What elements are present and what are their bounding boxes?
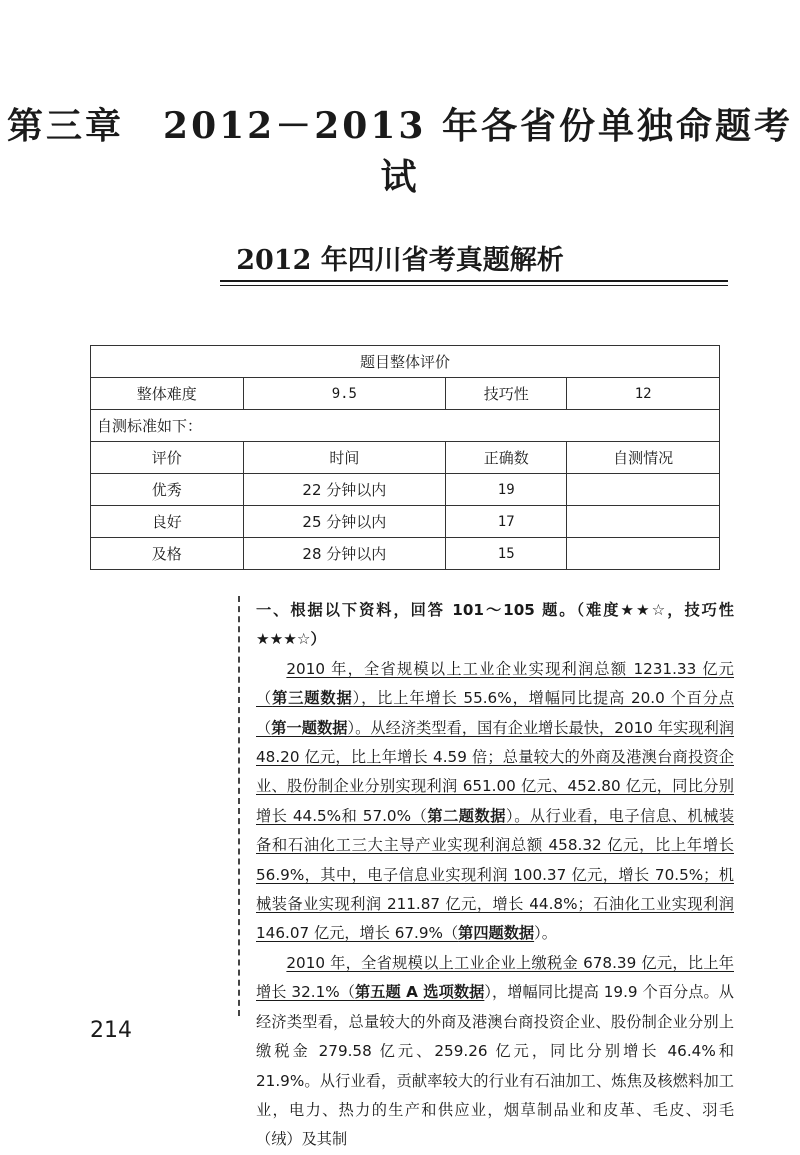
evaluation-table bbox=[90, 345, 720, 570]
data-tag: 第三题数据 bbox=[272, 689, 353, 708]
chapter-title: 第三章 2012－2013 年各省份单独命题考试 bbox=[7, 105, 793, 198]
margin-decoration-line bbox=[238, 596, 246, 1016]
skill-label: 技巧性 bbox=[446, 378, 567, 410]
correct-cell: 17 bbox=[446, 506, 567, 538]
data-tag: 第五题 A 选项数据 bbox=[355, 983, 485, 1002]
data-tag: 第一题数据 bbox=[271, 718, 348, 737]
passage-text: 2010 年，全省规模以上工业企业实现利润总额 1231.33 亿元（ bbox=[256, 659, 734, 708]
section-rule-thin bbox=[220, 285, 728, 286]
self-check-cell bbox=[567, 474, 720, 506]
column-header: 自测情况 bbox=[567, 442, 720, 474]
data-tag: 第二题数据 bbox=[427, 806, 507, 825]
table-caption: 题目整体评价 bbox=[91, 346, 720, 378]
table-row bbox=[91, 506, 720, 538]
table-row bbox=[91, 474, 720, 506]
passage-text: ）。从经济类型看，国有企业增长最快，2010 年实现利润 48.20 亿元，比上年增长 4.59 倍；总量较大的外商及港澳台商投资企业、股份制企业分别实现利润 651.00 亿元、452.80 亿元，同比分别增长 44.5%和 57.0%（ bbox=[256, 718, 735, 825]
self-check-cell bbox=[567, 506, 720, 538]
passage-paragraph-2 bbox=[256, 949, 734, 1155]
difficulty-row bbox=[91, 378, 720, 410]
section-rule-thick bbox=[220, 280, 728, 282]
passage-text: ），增幅同比提高 19.9 个百分点。从经济类型看，总量较大的外商及港澳台商投资企业、股份制企业分别上缴税金 279.58 亿元、259.26 亿元，同比分别增长 46.4%和 21.9%。从行业看，贡献率较大的行业有石油加工、炼焦及核燃料加工业，电力、热力的生产和供应业，烟草制品业和皮革、毛皮、羽毛（绒）及其制 bbox=[256, 983, 734, 1149]
grade-cell: 及格 bbox=[91, 538, 244, 570]
self-check-cell bbox=[567, 538, 720, 570]
column-header: 评价 bbox=[91, 442, 244, 474]
column-header: 时间 bbox=[243, 442, 445, 474]
table-row bbox=[91, 538, 720, 570]
question-heading: 一、根据以下资料，回答 101～105 题。（难度★★☆，技巧性★★★☆） bbox=[256, 601, 734, 649]
passage-text: 2010 年，全省规模以上工业企业上缴税金 678.39 亿元，比上年增长 32.1%（ bbox=[256, 953, 734, 1002]
time-cell: 28 分钟以内 bbox=[243, 538, 445, 570]
table-caption-row bbox=[91, 346, 720, 378]
table-header-row bbox=[91, 442, 720, 474]
difficulty-value: 9.5 bbox=[243, 378, 445, 410]
reading-passage bbox=[256, 596, 734, 1155]
passage-paragraph-1 bbox=[256, 655, 734, 949]
column-header: 正确数 bbox=[446, 442, 567, 474]
passage-text: ）。 bbox=[534, 924, 557, 943]
section-title: 2012 年四川省考真题解析 bbox=[236, 245, 564, 276]
difficulty-label: 整体难度 bbox=[91, 378, 244, 410]
correct-cell: 19 bbox=[446, 474, 567, 506]
standard-note-row bbox=[91, 410, 720, 442]
data-tag: 第四题数据 bbox=[458, 924, 535, 943]
correct-cell: 15 bbox=[446, 538, 567, 570]
grade-cell: 优秀 bbox=[91, 474, 244, 506]
page-number: 214 bbox=[90, 1018, 132, 1043]
grade-cell: 良好 bbox=[91, 506, 244, 538]
skill-value: 12 bbox=[567, 378, 720, 410]
time-cell: 22 分钟以内 bbox=[243, 474, 445, 506]
passage-text: ）。从行业看，电子信息、机械装备和石油化工三大主导产业实现利润总额 458.32 亿元，比上年增长 56.9%，其中，电子信息业实现利润 100.37 亿元，增长 70.5%；机械装备业实现利润 211.87 亿元，增长 44.8%；石油化工业实现利润 146.07 亿元，增长 67.9%（ bbox=[256, 806, 735, 943]
passage-text: ），比上年增长 55.6%，增幅同比提高 20.0 个百分点（ bbox=[256, 689, 735, 737]
time-cell: 25 分钟以内 bbox=[243, 506, 445, 538]
standard-note: 自测标准如下： bbox=[91, 410, 720, 442]
